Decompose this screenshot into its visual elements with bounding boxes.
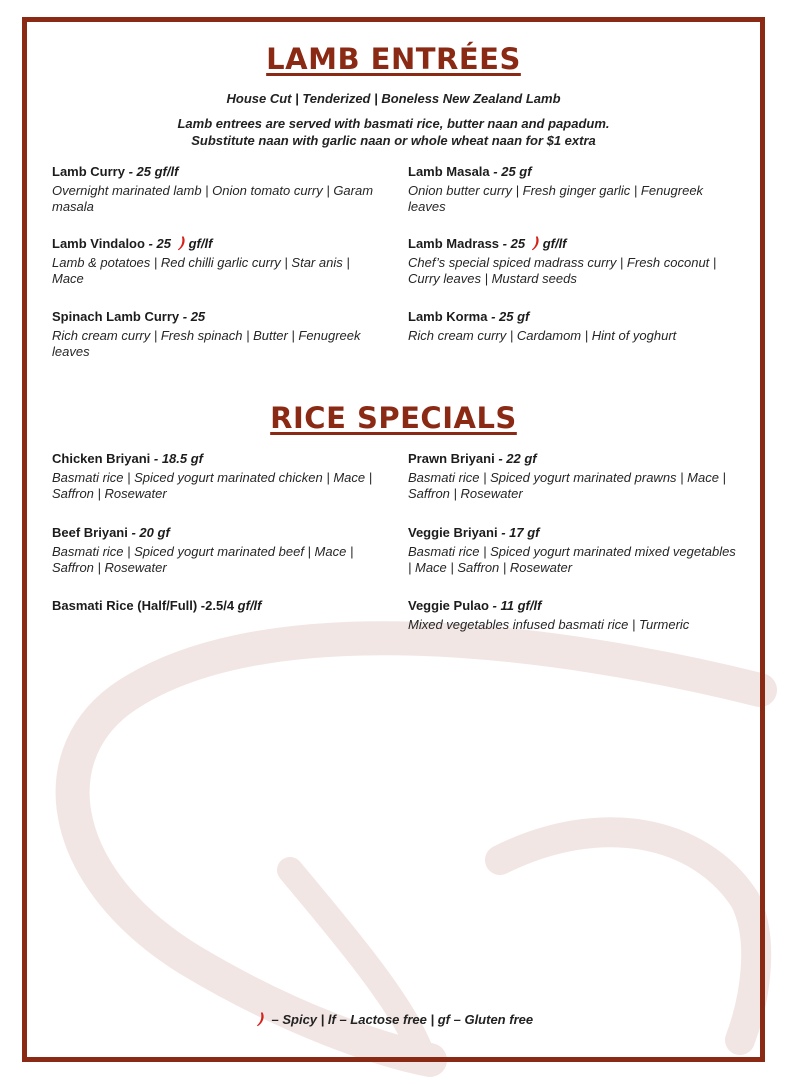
item-name: Veggie Pulao — [408, 598, 489, 613]
menu-item — [52, 451, 382, 503]
legend — [0, 1011, 787, 1027]
item-name: Basmati Rice (Half/Full) -2.5/4 — [52, 598, 235, 613]
chili-icon — [256, 1011, 266, 1027]
item-description: Mixed vegetables infused basmati rice | Turmeric — [408, 616, 690, 632]
menu-item — [52, 598, 382, 615]
item-description: Basmati rice | Spiced yogurt marinated mixed vegetables | Mace | Saffron | Rosewater — [408, 543, 736, 575]
item-name: Lamb Masala — [408, 164, 490, 179]
item-tags: gf/lf — [188, 236, 213, 251]
section-title-rice: RICE SPECIALS — [270, 401, 517, 435]
item-name: Veggie Briyani — [408, 525, 498, 540]
menu-item — [408, 525, 738, 577]
item-price: - 25 gf — [487, 309, 530, 324]
menu-item — [52, 309, 382, 361]
item-price: - 20 gf — [127, 525, 170, 540]
item-description: Chef’s special spiced madrass curry | Fresh coconut | Curry leaves | Mustard seeds — [408, 254, 717, 286]
item-price: - 22 gf — [494, 451, 537, 466]
item-name: Lamb Curry — [52, 164, 125, 179]
menu-item — [52, 235, 382, 288]
menu-item — [408, 235, 728, 288]
chili-icon — [531, 235, 541, 251]
item-description: Overnight marinated lamb | Onion tomato curry | Garam masala — [52, 182, 374, 214]
menu-item — [408, 164, 738, 216]
item-description: Onion butter curry | Fresh ginger garlic | Fenugreek leaves — [408, 182, 704, 214]
item-tags: gf/lf — [542, 236, 567, 251]
item-price: gf/lf — [234, 598, 262, 613]
item-name: Prawn Briyani — [408, 451, 495, 466]
item-name: Spinach Lamb Curry — [52, 309, 180, 324]
item-price: - 18.5 gf — [150, 451, 204, 466]
menu-item — [408, 309, 738, 344]
item-price: - 17 gf — [497, 525, 540, 540]
menu-item — [52, 164, 382, 216]
lamb-subtitle: House Cut | Tenderized | Boneless New Zealand Lamb — [226, 91, 561, 106]
item-price: - 25 — [499, 236, 526, 251]
legend-text: – Spicy | lf – Lactose free | gf – Gluten free — [267, 1012, 534, 1027]
lamb-note-1: Lamb entrees are served with basmati rice, butter naan and papadum. — [177, 116, 610, 131]
item-description: Rich cream curry | Fresh spinach | Butter | Fenugreek leaves — [52, 327, 361, 359]
item-name: Chicken Briyani — [52, 451, 151, 466]
item-price: - 25 gf/lf — [124, 164, 179, 179]
lamb-note-2: Substitute naan with garlic naan or whole wheat naan for $1 extra — [191, 133, 596, 148]
item-name: Beef Briyani — [52, 525, 128, 540]
chili-icon — [177, 235, 187, 251]
section-title-lamb: LAMB ENTRÉES — [266, 42, 521, 76]
item-price: - 25 — [179, 309, 206, 324]
menu-item — [408, 451, 738, 503]
item-name: Lamb Vindaloo — [52, 236, 145, 251]
item-description: Lamb & potatoes | Red chilli garlic curry | Star anis | Mace — [52, 254, 350, 286]
item-description: Rich cream curry | Cardamom | Hint of yoghurt — [408, 327, 677, 343]
item-price: - 25 gf — [489, 164, 532, 179]
item-description: Basmati rice | Spiced yogurt marinated chicken | Mace | Saffron | Rosewater — [52, 469, 373, 501]
item-price: - 11 gf/lf — [488, 598, 542, 613]
item-description: Basmati rice | Spiced yogurt marinated prawns | Mace | Saffron | Rosewater — [408, 469, 726, 501]
menu-item — [408, 598, 738, 633]
item-name: Lamb Korma — [408, 309, 488, 324]
item-description: Basmati rice | Spiced yogurt marinated beef | Mace | Saffron | Rosewater — [52, 543, 354, 575]
item-name: Lamb Madrass — [408, 236, 500, 251]
item-price: - 25 — [144, 236, 171, 251]
menu-item — [52, 525, 382, 577]
